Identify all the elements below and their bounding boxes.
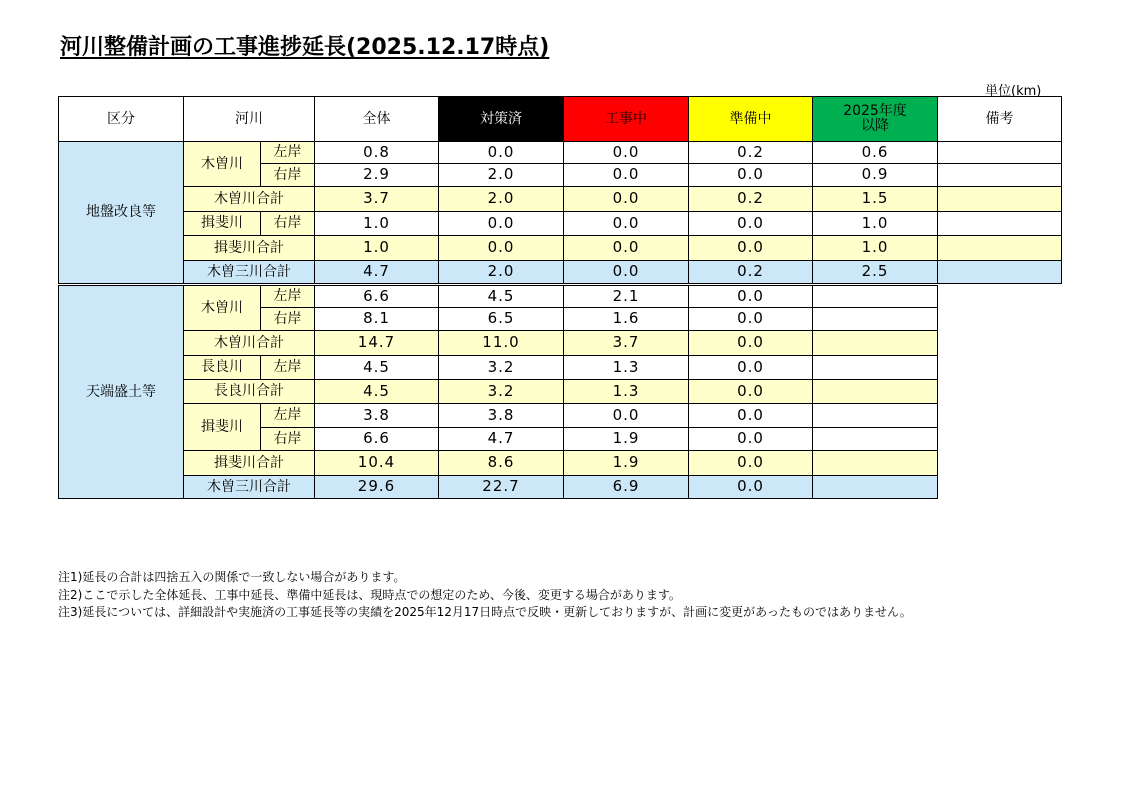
value-cell (937, 163, 1062, 187)
value-cell: 0.0 (563, 403, 689, 428)
value-cell: 0.0 (563, 260, 689, 284)
header-2025-later: 2025年度 以降 (812, 96, 938, 142)
value-cell: 1.0 (812, 235, 938, 261)
bank-cell: 左岸 (260, 403, 315, 428)
header-category: 区分 (58, 96, 184, 142)
bank-cell: 右岸 (260, 211, 315, 236)
river-name-cell: 木曽川 (183, 141, 261, 187)
total-label-cell: 木曽三川合計 (183, 260, 315, 284)
value-cell: 8.6 (438, 450, 564, 476)
value-cell: 4.5 (314, 355, 439, 380)
value-cell: 1.0 (314, 211, 439, 236)
value-cell: 0.8 (314, 141, 439, 164)
value-cell: 6.5 (438, 307, 564, 331)
value-cell: 1.0 (314, 235, 439, 261)
value-cell: 0.0 (688, 235, 813, 261)
header-preparing: 準備中 (688, 96, 813, 142)
note-3: 注3)延長については、詳細設計や実施済の工事延長等の実績を2025年12月17日時点で反映・更新しておりますが、計画に変更があったものではありません。 (58, 605, 912, 619)
value-cell (812, 307, 938, 331)
bank-cell: 左岸 (260, 141, 315, 164)
note-2: 注2)ここで示した全体延長、工事中延長、準備中延長は、現時点での想定のため、今後、変更する場合があります。 (58, 587, 681, 602)
category-cell: 地盤改良等 (58, 141, 184, 284)
value-cell (812, 450, 938, 476)
value-cell: 0.6 (812, 141, 938, 164)
value-cell: 3.7 (563, 330, 689, 356)
value-cell: 0.0 (438, 235, 564, 261)
value-cell: 1.3 (563, 355, 689, 380)
value-cell: 1.9 (563, 427, 689, 451)
river-name-cell: 揖斐川 (183, 403, 261, 451)
value-cell: 4.5 (314, 379, 439, 404)
value-cell: 0.0 (563, 235, 689, 261)
header-in-progress: 工事中 (563, 96, 689, 142)
value-cell: 3.7 (314, 186, 439, 212)
river-name-cell: 木曽川 (183, 285, 261, 331)
value-cell: 14.7 (314, 330, 439, 356)
value-cell: 3.2 (438, 379, 564, 404)
value-cell: 1.5 (812, 186, 938, 212)
value-cell (812, 330, 938, 356)
value-cell: 0.0 (688, 285, 813, 308)
value-cell: 8.1 (314, 307, 439, 331)
value-cell: 3.8 (438, 403, 564, 428)
value-cell: 0.0 (688, 307, 813, 331)
bank-cell: 右岸 (260, 307, 315, 331)
value-cell (937, 260, 1062, 284)
river-name-cell: 揖斐川 (183, 211, 261, 236)
value-cell: 0.2 (688, 186, 813, 212)
notes (58, 569, 912, 622)
value-cell: 0.0 (563, 141, 689, 164)
value-cell: 2.5 (812, 260, 938, 284)
value-cell: 2.9 (314, 163, 439, 187)
value-cell: 1.6 (563, 307, 689, 331)
value-cell (937, 186, 1062, 212)
value-cell: 0.0 (563, 211, 689, 236)
value-cell: 2.0 (438, 260, 564, 284)
value-cell: 0.0 (563, 163, 689, 187)
value-cell: 0.2 (688, 141, 813, 164)
value-cell: 2.0 (438, 163, 564, 187)
value-cell: 29.6 (314, 475, 439, 499)
value-cell: 2.1 (563, 285, 689, 308)
unit-label: 単位(km) (985, 84, 1042, 99)
value-cell: 4.5 (438, 285, 564, 308)
value-cell: 6.6 (314, 285, 439, 308)
value-cell: 0.0 (688, 379, 813, 404)
value-cell: 0.0 (563, 186, 689, 212)
subtotal-label-cell: 木曽川合計 (183, 330, 315, 356)
value-cell: 0.0 (688, 355, 813, 380)
value-cell: 3.8 (314, 403, 439, 428)
value-cell (937, 235, 1062, 261)
value-cell: 2.0 (438, 186, 564, 212)
value-cell (937, 141, 1062, 164)
header-remarks: 備考 (937, 96, 1062, 142)
subtotal-label-cell: 揖斐川合計 (183, 450, 315, 476)
river-name-cell: 長良川 (183, 355, 261, 380)
value-cell: 4.7 (438, 427, 564, 451)
value-cell: 11.0 (438, 330, 564, 356)
value-cell: 6.9 (563, 475, 689, 499)
value-cell: 1.9 (563, 450, 689, 476)
value-cell: 0.0 (688, 211, 813, 236)
value-cell (812, 285, 938, 308)
value-cell: 0.0 (688, 450, 813, 476)
value-cell: 0.0 (438, 211, 564, 236)
value-cell: 1.3 (563, 379, 689, 404)
value-cell: 10.4 (314, 450, 439, 476)
header-done: 対策済 (438, 96, 564, 142)
value-cell: 4.7 (314, 260, 439, 284)
value-cell (812, 475, 938, 499)
value-cell (812, 355, 938, 380)
value-cell: 22.7 (438, 475, 564, 499)
bank-cell: 右岸 (260, 427, 315, 451)
value-cell: 3.2 (438, 355, 564, 380)
value-cell (812, 403, 938, 428)
value-cell (812, 427, 938, 451)
value-cell: 0.0 (438, 141, 564, 164)
bank-cell: 左岸 (260, 355, 315, 380)
page-title: 河川整備計画の工事進捗延長(2025.12.17時点) (60, 35, 550, 60)
value-cell: 0.0 (688, 163, 813, 187)
category-cell: 天端盛土等 (58, 285, 184, 499)
subtotal-label-cell: 長良川合計 (183, 379, 315, 404)
header-river: 河川 (183, 96, 315, 142)
note-1: 注1)延長の合計は四捨五入の関係で一致しない場合があります。 (58, 570, 406, 584)
value-cell: 0.0 (688, 403, 813, 428)
total-label-cell: 木曽三川合計 (183, 475, 315, 499)
value-cell: 1.0 (812, 211, 938, 236)
value-cell (812, 379, 938, 404)
value-cell: 6.6 (314, 427, 439, 451)
value-cell: 0.2 (688, 260, 813, 284)
bank-cell: 右岸 (260, 163, 315, 187)
value-cell: 0.9 (812, 163, 938, 187)
subtotal-label-cell: 木曽川合計 (183, 186, 315, 212)
value-cell: 0.0 (688, 427, 813, 451)
value-cell (937, 211, 1062, 236)
value-cell: 0.0 (688, 475, 813, 499)
bank-cell: 左岸 (260, 285, 315, 308)
subtotal-label-cell: 揖斐川合計 (183, 235, 315, 261)
header-total: 全体 (314, 96, 439, 142)
value-cell: 0.0 (688, 330, 813, 356)
